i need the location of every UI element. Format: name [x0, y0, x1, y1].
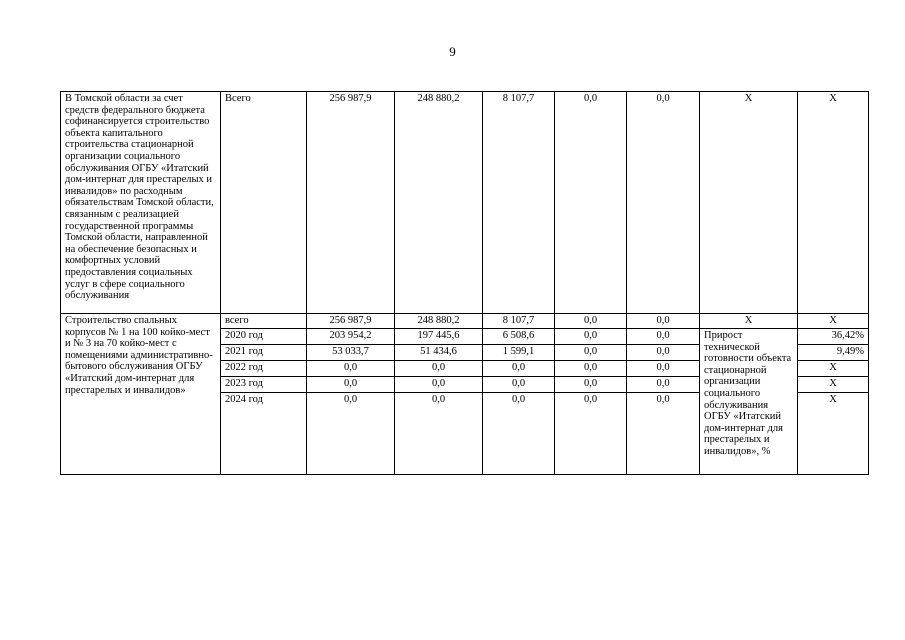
row-federal: 0,0: [395, 393, 483, 475]
row-regional: 6 508,6: [483, 329, 555, 345]
row-other: 0,0: [627, 329, 700, 345]
row-other: 0,0: [627, 345, 700, 361]
table-row: [61, 92, 869, 314]
section1-total: 256 987,9: [307, 92, 395, 314]
row-regional: 8 107,7: [483, 314, 555, 329]
row-local: 0,0: [555, 361, 627, 377]
table-row: [61, 314, 869, 329]
row-total: 53 033,7: [307, 345, 395, 361]
row-federal: 0,0: [395, 377, 483, 393]
section1-indicator: X: [700, 92, 798, 314]
page-number: 9: [449, 44, 456, 59]
row-local: 0,0: [555, 314, 627, 329]
program-table: [60, 91, 869, 475]
row-federal: 197 445,6: [395, 329, 483, 345]
row-federal: 0,0: [395, 361, 483, 377]
row-value: X: [798, 377, 869, 393]
row-total: 0,0: [307, 393, 395, 475]
row-regional: 1 599,1: [483, 345, 555, 361]
row-value: X: [798, 393, 869, 475]
row-total: 203 954,2: [307, 329, 395, 345]
row-total: 0,0: [307, 377, 395, 393]
section1-other: 0,0: [627, 92, 700, 314]
row-other: 0,0: [627, 361, 700, 377]
row-indicator: X: [700, 314, 798, 329]
section1-federal: 248 880,2: [395, 92, 483, 314]
row-federal: 51 434,6: [395, 345, 483, 361]
row-regional: 0,0: [483, 377, 555, 393]
row-regional: 0,0: [483, 361, 555, 377]
section1-value: X: [798, 92, 869, 314]
section2-indicator: Прирост технической готовности объекта стационарной организации социального обслуживания ОГБУ «Итатский дом-интернат для престарелых и инвалидов», %: [700, 329, 798, 475]
section1-local: 0,0: [555, 92, 627, 314]
row-value: 9,49%: [798, 345, 869, 361]
row-regional: 0,0: [483, 393, 555, 475]
row-federal: 248 880,2: [395, 314, 483, 329]
row-local: 0,0: [555, 377, 627, 393]
row-period: 2022 год: [221, 361, 307, 377]
row-total: 0,0: [307, 361, 395, 377]
row-value: X: [798, 314, 869, 329]
row-local: 0,0: [555, 329, 627, 345]
row-value: 36,42%: [798, 329, 869, 345]
row-local: 0,0: [555, 393, 627, 475]
row-other: 0,0: [627, 314, 700, 329]
row-period: 2020 год: [221, 329, 307, 345]
section1-regional: 8 107,7: [483, 92, 555, 314]
section1-period: Всего: [221, 92, 307, 314]
row-other: 0,0: [627, 377, 700, 393]
row-value: X: [798, 361, 869, 377]
row-period: 2023 год: [221, 377, 307, 393]
row-other: 0,0: [627, 393, 700, 475]
section1-description: В Томской области за счет средств федерального бюджета софинансируется строительство объекта капитального строительства стационарной организации социального обслуживания ОГБУ «Итатский дом-интернат для престарелых и инвалидов» по расходным обязательствам Томской области, связанным с реализацией государственной программы Томской области, направленной на обеспечение безопасных и комфортных условий предоставления социальных услуг в сфере социального обслуживания: [61, 92, 221, 314]
row-total: 256 987,9: [307, 314, 395, 329]
row-period: всего: [221, 314, 307, 329]
row-period: 2021 год: [221, 345, 307, 361]
row-local: 0,0: [555, 345, 627, 361]
section2-description: Строительство спальных корпусов № 1 на 100 койко-мест и № 3 на 70 койко-мест с помещениями административно-бытового обслуживания ОГБУ «Итатский дом-интернат для престарелых и инвалидов»: [61, 314, 221, 475]
row-period: 2024 год: [221, 393, 307, 475]
